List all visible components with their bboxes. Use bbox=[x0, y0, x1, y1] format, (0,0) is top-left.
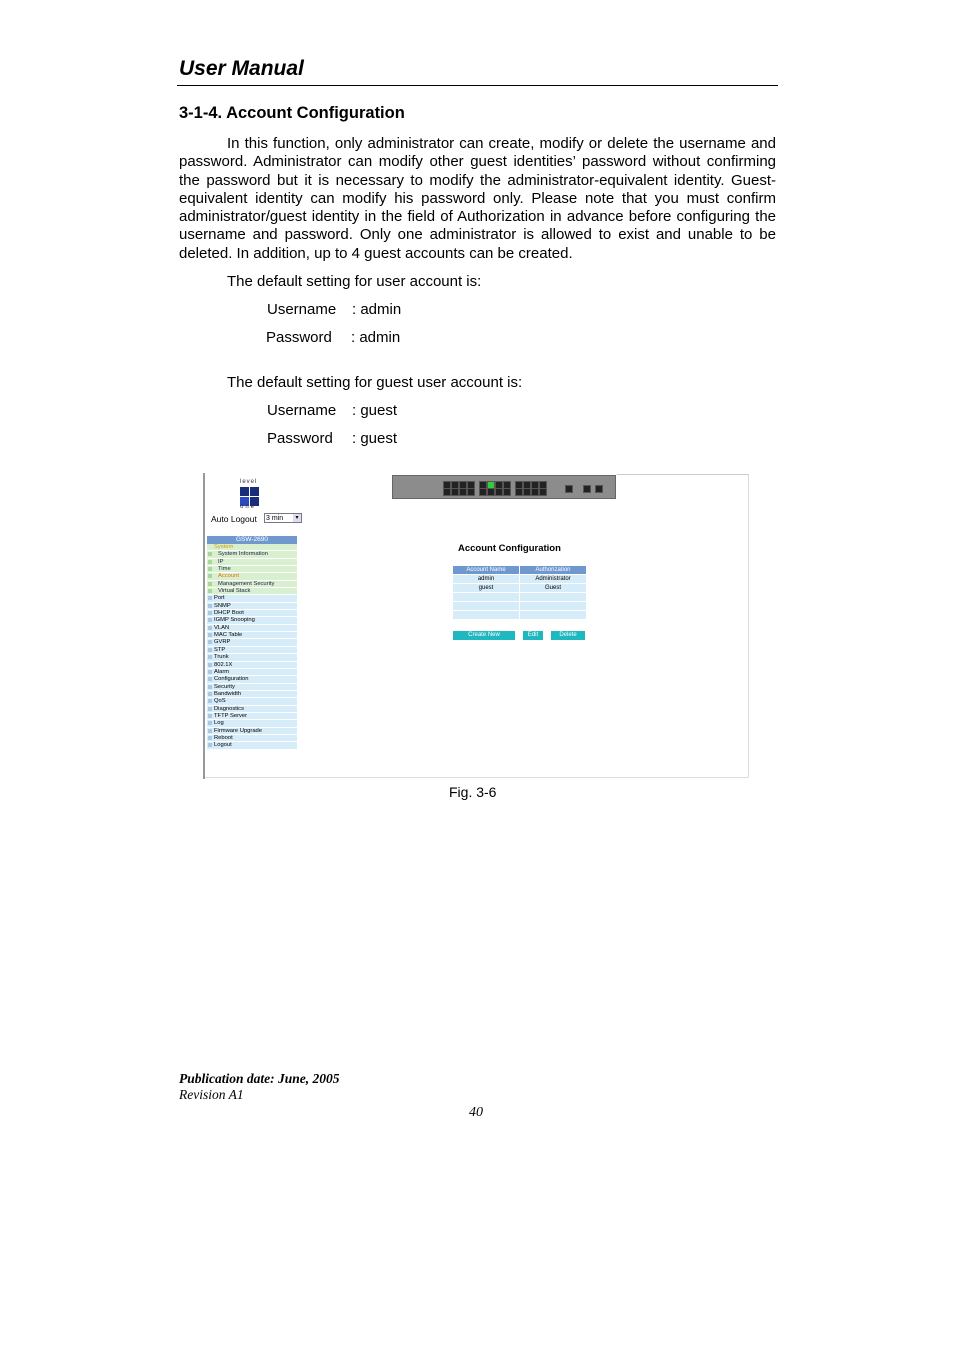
guest-password-label: Password bbox=[267, 430, 333, 447]
default-guest-username-row bbox=[267, 402, 397, 419]
menu-item-diagnostics[interactable]: Diagnostics bbox=[207, 706, 297, 713]
figure-caption: Fig. 3-6 bbox=[449, 784, 497, 800]
cell-authorization bbox=[520, 602, 587, 611]
default-guest-password-row bbox=[267, 430, 397, 447]
menu-item-stp[interactable]: STP bbox=[207, 647, 297, 654]
username-label: Username bbox=[267, 301, 337, 318]
default-user-username-row bbox=[267, 301, 401, 318]
menu-item-qos[interactable]: QoS bbox=[207, 698, 297, 705]
auto-logout-select[interactable] bbox=[264, 513, 302, 523]
table-row[interactable] bbox=[453, 575, 587, 584]
menu-item-port[interactable]: Port bbox=[207, 595, 297, 602]
auto-logout-value: 3 min bbox=[266, 515, 284, 522]
figure-border-right bbox=[748, 474, 749, 778]
manual-header-title: User Manual bbox=[179, 57, 304, 80]
edit-button[interactable]: Edit bbox=[523, 631, 543, 640]
menu-item-mac-table[interactable]: MAC Table bbox=[207, 632, 297, 639]
account-table bbox=[452, 565, 587, 620]
cell-authorization: Guest bbox=[520, 584, 587, 593]
switch-panel-image bbox=[392, 475, 616, 499]
table-row[interactable] bbox=[453, 611, 587, 620]
cell-account-name: guest bbox=[453, 584, 520, 593]
menu-item-security[interactable]: Security bbox=[207, 684, 297, 691]
menu-item-reboot[interactable]: Reboot bbox=[207, 735, 297, 742]
default-user-password-row bbox=[266, 329, 400, 346]
username-value: : admin bbox=[352, 301, 402, 318]
menu-item-configuration[interactable]: Configuration bbox=[207, 676, 297, 683]
menu-item-management-security[interactable]: Management Security bbox=[207, 581, 297, 588]
default-guest-intro: The default setting for guest user account is: bbox=[227, 374, 523, 391]
table-row[interactable] bbox=[453, 584, 587, 593]
menu-item-system-information[interactable]: System Information bbox=[207, 551, 297, 558]
account-config-title: Account Configuration bbox=[458, 543, 561, 554]
column-header-authorization: Authorization bbox=[520, 566, 587, 575]
password-value: : admin bbox=[351, 329, 401, 346]
menu-item-802-1x[interactable]: 802.1X bbox=[207, 662, 297, 669]
figure-border-top bbox=[617, 474, 749, 475]
logo-text-bottom: one bbox=[240, 504, 257, 510]
menu-item-snmp[interactable]: SNMP bbox=[207, 603, 297, 610]
chevron-down-icon: ▾ bbox=[293, 514, 301, 522]
publication-date: Publication date: June, 2005 bbox=[179, 1071, 340, 1086]
cell-authorization bbox=[520, 611, 587, 620]
cell-account-name bbox=[453, 593, 520, 602]
guest-password-value: : guest bbox=[352, 430, 398, 447]
menu-item-log[interactable]: Log bbox=[207, 720, 297, 727]
cell-account-name: admin bbox=[453, 575, 520, 584]
menu-item-gvrp[interactable]: GVRP bbox=[207, 639, 297, 646]
menu-item-ip[interactable]: IP bbox=[207, 559, 297, 566]
table-row[interactable] bbox=[453, 602, 587, 611]
menu-item-firmware-upgrade[interactable]: Firmware Upgrade bbox=[207, 728, 297, 735]
menu-title: GSW-2690 bbox=[207, 536, 297, 544]
menu-item-time[interactable]: Time bbox=[207, 566, 297, 573]
menu-item-tftp-server[interactable]: TFTP Server bbox=[207, 713, 297, 720]
menu-item-bandwidth[interactable]: Bandwidth bbox=[207, 691, 297, 698]
menu-item-igmp-snooping[interactable]: IGMP Snooping bbox=[207, 617, 297, 624]
create-new-button[interactable]: Create New bbox=[453, 631, 515, 640]
column-header-account-name: Account Name bbox=[453, 566, 520, 575]
header-rule bbox=[177, 85, 778, 86]
default-user-intro: The default setting for user account is: bbox=[227, 273, 482, 290]
guest-username-value: : guest bbox=[352, 402, 398, 419]
page-number: 40 bbox=[469, 1105, 483, 1120]
menu-item-virtual-stack[interactable]: Virtual Stack bbox=[207, 588, 297, 595]
menu-item-dhcp-boot[interactable]: DHCP Boot bbox=[207, 610, 297, 617]
menu-item-trunk[interactable]: Trunk bbox=[207, 654, 297, 661]
cell-account-name bbox=[453, 611, 520, 620]
password-label: Password bbox=[266, 329, 332, 346]
menu-item-list bbox=[207, 544, 297, 750]
cell-authorization bbox=[520, 593, 587, 602]
menu-item-system[interactable]: System bbox=[207, 544, 297, 551]
body-paragraph: In this function, only administrator can create, modify or delete the username and password. Administrator can modify other guest identities’ password without confirming the password but it is necessary to modify the administrator-equivalent identity. Guest-equivalent identity can modify his password only. Please note that you must confirm administrator/guest identity in the field of Authorization in advance before configuring the username and password. Only one administrator is allowed to exist and unable to be deleted. In addition, up to 4 guest accounts can be created. bbox=[179, 135, 776, 262]
auto-logout-label: Auto Logout bbox=[211, 514, 257, 524]
side-menu bbox=[207, 536, 297, 750]
menu-item-alarm[interactable]: Alarm bbox=[207, 669, 297, 676]
cell-authorization: Administrator bbox=[520, 575, 587, 584]
guest-username-label: Username bbox=[267, 402, 337, 419]
menu-item-logout[interactable]: Logout bbox=[207, 742, 297, 749]
revision: Revision A1 bbox=[179, 1087, 244, 1102]
logo-text-top: level bbox=[240, 479, 258, 485]
table-row[interactable] bbox=[453, 593, 587, 602]
figure-border-bottom bbox=[205, 777, 749, 778]
delete-button[interactable]: Delete bbox=[551, 631, 585, 640]
section-title: 3-1-4. Account Configuration bbox=[179, 104, 405, 122]
menu-item-vlan[interactable]: VLAN bbox=[207, 625, 297, 632]
menu-item-account[interactable]: Account bbox=[207, 573, 297, 580]
cell-account-name bbox=[453, 602, 520, 611]
